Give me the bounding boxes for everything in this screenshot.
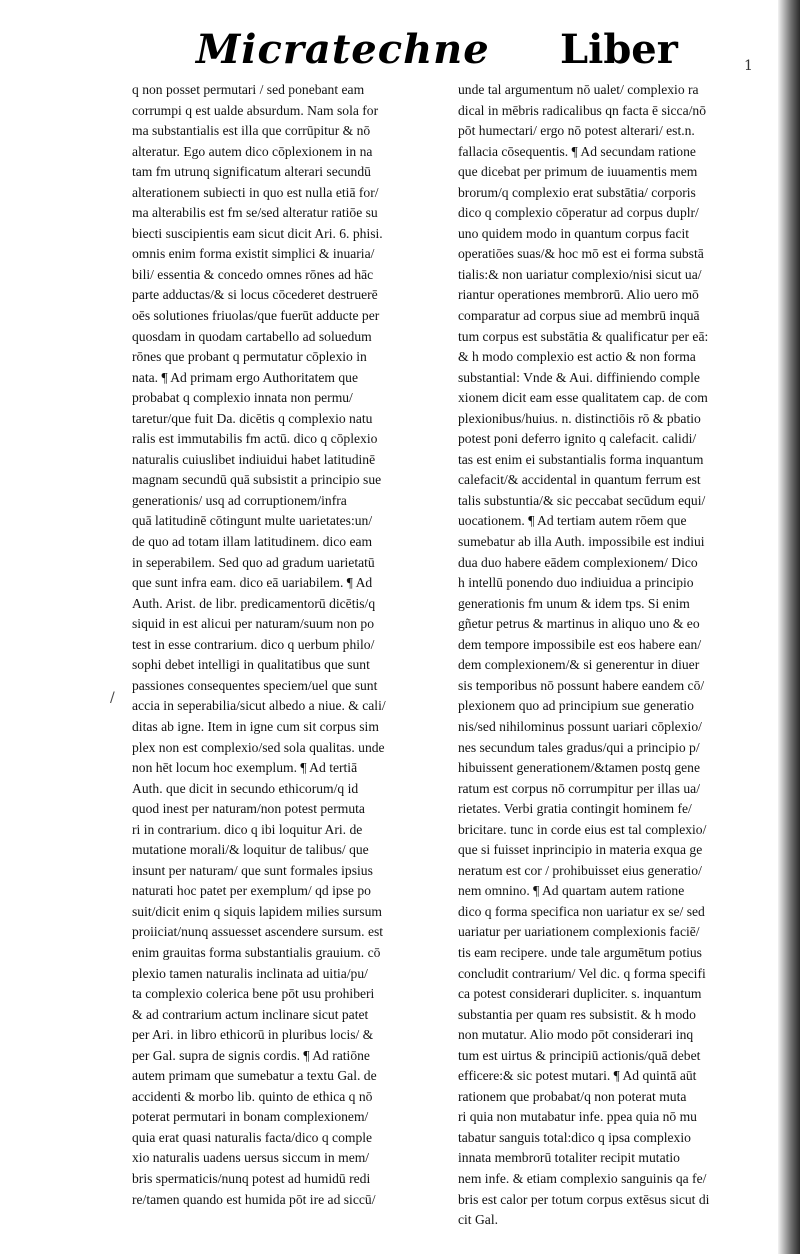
text-line: unde tal argumentum nō ualet/ complexio ra bbox=[458, 82, 699, 97]
text-line: concludit contrarium/ Vel dic. q forma specifi bbox=[458, 965, 706, 981]
text-line: quia erat quasi naturalis facta/dico q comple bbox=[132, 1129, 373, 1145]
text-line: plexionem quo ad principium sue generatio bbox=[458, 698, 694, 714]
text-line: nata. ¶ Ad primam ergo Authoritatem que bbox=[132, 369, 359, 385]
text-line: pōt humectari/ ergo nō potest alterari/ est.n. bbox=[458, 123, 695, 139]
text-line: ta complexio colerica bene pōt usu prohiberi bbox=[132, 986, 375, 1002]
text-line: rōnes que probant q permutatur cōplexio in bbox=[132, 349, 367, 365]
text-line: bricitare. tunc in corde eius est tal complexio/ bbox=[458, 821, 707, 837]
right-column bbox=[458, 80, 776, 1231]
text-line: siquid in est alicui per naturam/suum non po bbox=[132, 616, 375, 632]
page-gutter-shadow bbox=[778, 0, 800, 1254]
text-line: Auth. que dicit in secundo ethicorum/q id bbox=[132, 780, 359, 796]
text-line: naturati hoc patet per exemplum/ qd ipse po bbox=[132, 883, 371, 899]
text-line: non hēt locum hoc exemplum. ¶ Ad tertiā bbox=[132, 760, 358, 776]
text-line: que sunt infra eam. dico eā uariabilem. ¶ Ad bbox=[132, 575, 373, 591]
text-line: dem tempore impossibile est eos habere ean/ bbox=[458, 636, 702, 652]
text-line: per Gal. supra de signis cordis. ¶ Ad ratiōne bbox=[132, 1047, 370, 1063]
text-line: brorum/q complexio erat substātia/ corporis bbox=[458, 184, 696, 200]
text-line: de quo ad totam illam latitudinem. dico eam bbox=[132, 534, 373, 550]
text-line: non mutatur. Alio modo pōt considerari inq bbox=[458, 1027, 694, 1043]
margin-mark: / bbox=[110, 690, 115, 706]
running-title-right: Liber bbox=[560, 26, 678, 73]
text-line: re/tamen quando est humida pōt ire ad siccū/ bbox=[132, 1191, 376, 1207]
text-line: mutatione morali/& loquitur de talibus/ que bbox=[132, 842, 369, 858]
text-line: tialis:& non uariatur complexio/nisi sicut ua/ bbox=[458, 266, 702, 282]
page-mark: 1 bbox=[744, 58, 753, 74]
text-line: tas est enim ei substantialis forma inquantum bbox=[458, 451, 704, 467]
text-line: dico q complexio cōperatur ad corpus duplr/ bbox=[458, 205, 699, 221]
text-line: rationem que probabat/q non poterat muta bbox=[458, 1088, 687, 1104]
text-line: naturalis cuiuslibet indiuidui habet latitudinē bbox=[132, 451, 376, 467]
text-line: generationis fm unum & idem tps. Si enim bbox=[458, 595, 690, 611]
text-line: nis/sed nihilominus possunt uariari cōplexio/ bbox=[458, 718, 702, 734]
text-line: generationis/ usq ad corruptionem/infra bbox=[132, 492, 347, 508]
text-line: innata membrorū totaliter recipit mutatio bbox=[458, 1150, 680, 1166]
text-line: cit Gal. bbox=[458, 1212, 499, 1228]
text-line: ralis est immutabilis fm actū. dico q cōplexio bbox=[132, 431, 378, 447]
text-line: test in esse contrarium. dico q uerbum philo/ bbox=[132, 636, 375, 652]
text-line: suit/dicit enim q siquis lapidem milies sursum bbox=[132, 903, 382, 919]
text-line: ri quia non mutabatur infe. ppea quia nō mu bbox=[458, 1109, 697, 1125]
text-line: uno quidem modo in quantum corpus facit bbox=[458, 225, 690, 241]
text-line: quā latitudinē cōtingunt multe uarietates:un/ bbox=[132, 513, 373, 529]
text-line: parte adductas/& si locus cōcederet destruerē bbox=[132, 287, 378, 303]
running-title-left: Micratechne bbox=[196, 26, 490, 73]
text-line: alteratur. Ego autem dico cōplexionem in na bbox=[132, 143, 373, 159]
text-line: plexio tamen naturalis inclinata ad uitia/pu/ bbox=[132, 965, 368, 981]
page-header bbox=[0, 18, 800, 88]
text-line: dical in mēbris radicalibus qn facta ē sicca/nō bbox=[458, 102, 706, 118]
text-line: accidenti & morbo lib. quinto de ethica q nō bbox=[132, 1088, 373, 1104]
text-line: xionem dicit eam esse qualitatem cap. de com bbox=[458, 390, 708, 406]
text-line: comparatur ad corpus siue ad membrū inquā bbox=[458, 308, 700, 324]
text-line: sumebatur ab illa Auth. impossibile est indiui bbox=[458, 534, 705, 550]
text-line: dico q forma specifica non uariatur ex se/ sed bbox=[458, 903, 705, 919]
text-line: ma substantialis est illa que corrūpitur & nō bbox=[132, 123, 371, 139]
text-line: alterationem subiecti in quo est nulla etiā for/ bbox=[132, 184, 379, 200]
text-line: hibuissent generationem/&tamen postq gene bbox=[458, 760, 700, 776]
text-line: uariatur per uariationem complexionis faciē/ bbox=[458, 924, 700, 940]
text-line: sis temporibus nō possunt habere eandem cō/ bbox=[458, 677, 705, 693]
text-line: nem infe. & etiam complexio sanguinis qa fe/ bbox=[458, 1170, 707, 1186]
text-line: bris spermaticis/nunq potest ad humidū redi bbox=[132, 1170, 371, 1186]
text-line: & h modo complexio est actio & non forma bbox=[458, 349, 696, 365]
text-line: rietates. Verbi gratia contingit hominem fe/ bbox=[458, 801, 692, 817]
text-line: corrumpi q est ualde absurdum. Nam sola for bbox=[132, 102, 379, 118]
text-line: probabat q complexio innata non permu/ bbox=[132, 390, 353, 406]
text-line: substantia per quam res subsistit. & h modo bbox=[458, 1006, 696, 1022]
text-line: que dicebat per primum de iuuamentis mem bbox=[458, 164, 698, 180]
text-line: bris est calor per totum corpus extēsus sicut di bbox=[458, 1191, 710, 1207]
text-line: plex non est complexio/sed sola qualitas. unde bbox=[132, 739, 385, 755]
text-line: h intellū ponendo duo indiuidua a principio bbox=[458, 575, 694, 591]
text-line: uocationem. ¶ Ad tertiam autem rōem que bbox=[458, 513, 687, 529]
text-line: enim grauitas forma substantialis grauium. cō bbox=[132, 944, 381, 960]
text-line: sophi debet intelligi in qualitatibus que sunt bbox=[132, 657, 370, 673]
text-line: oēs solutiones friuolas/que fuerūt adducte per bbox=[132, 308, 380, 324]
text-line: q non posset permutari / sed ponebant eam bbox=[132, 82, 365, 97]
text-line: gñetur petrus & martinus in aliquo uno & eo bbox=[458, 616, 700, 632]
text-line: biecti suscipientis eam sicut dicit Ari. 6. phisi. bbox=[132, 225, 383, 241]
text-line: plexionibus/huius. n. distinctiōis rō & pbatio bbox=[458, 410, 701, 426]
text-line: per Ari. in libro ethicorū in pluribus locis/ & bbox=[132, 1027, 374, 1043]
text-line: nem omnino. ¶ Ad quartam autem ratione bbox=[458, 883, 685, 899]
text-line: passiones consequentes speciem/uel que sunt bbox=[132, 677, 378, 693]
text-line: tum corpus est substātia & qualificatur per eā: bbox=[458, 328, 709, 344]
text-line: fallacia cōsequentis. ¶ Ad secundam ratione bbox=[458, 143, 696, 159]
text-line: talis substuntia/& sic peccabat secūdum equi/ bbox=[458, 492, 706, 508]
text-line: tis eam recipere. unde tale argumētum potius bbox=[458, 944, 702, 960]
text-line: bili/ essentia & concedo omnes rōnes ad hāc bbox=[132, 266, 374, 282]
text-line: tabatur sanguis total:dico q ipsa complexio bbox=[458, 1129, 691, 1145]
text-line: que si fuisset inprincipio in materia exqua ge bbox=[458, 842, 703, 858]
left-column bbox=[132, 80, 442, 1210]
text-line: & ad contrarium actum inclinare sicut patet bbox=[132, 1006, 369, 1022]
text-line: tam fm utrunq significatum alterari secundū bbox=[132, 164, 371, 180]
text-line: substantial: Vnde & Aui. diffiniendo comple bbox=[458, 369, 700, 385]
text-line: poterat permutari in bonam complexionem/ bbox=[132, 1109, 369, 1125]
text-line: ditas ab igne. Item in igne cum sit corpus sim bbox=[132, 718, 379, 734]
text-line: riantur operationes membrorū. Alio uero mō bbox=[458, 287, 699, 303]
text-line: Auth. Arist. de libr. predicamentorū dicētis/q bbox=[132, 595, 376, 611]
text-line: quod inest per naturam/non potest permuta bbox=[132, 801, 365, 817]
text-line: xio naturalis uadens uersus siccum in mem/ bbox=[132, 1150, 370, 1166]
text-line: proiiciat/nunq assuesset ascendere sursum. est bbox=[132, 924, 384, 940]
text-line: efficere:& sic potest mutari. ¶ Ad quintā aūt bbox=[458, 1068, 697, 1084]
text-line: calefacit/& accidental in quantum ferrum est bbox=[458, 472, 701, 488]
text-line: ratum est corpus nō corrumpitur per illas ua/ bbox=[458, 780, 700, 796]
text-line: quosdam in quodam cartabello ad soluedum bbox=[132, 328, 372, 344]
text-line: in seperabilem. Sed quo ad gradum uarietatū bbox=[132, 554, 375, 570]
text-line: nes secundum tales gradus/qui a principio p/ bbox=[458, 739, 700, 755]
text-line: dua duo habere eādem complexionem/ Dico bbox=[458, 554, 698, 570]
text-line: dem complexionem/& si generentur in diuer bbox=[458, 657, 700, 673]
text-line: accia in seperabilia/sicut albedo a niue. & cali/ bbox=[132, 698, 386, 714]
text-line: neratum est cor / prohibuisset eius generatio/ bbox=[458, 862, 702, 878]
text-line: ma alterabilis est fm se/sed alteratur ratiōe su bbox=[132, 205, 378, 221]
text-line: ri in contrarium. dico q ibi loquitur Ari. de bbox=[132, 821, 363, 837]
text-line: omnis enim forma existit simplici & inuaria/ bbox=[132, 246, 375, 262]
text-line: autem primam que sumebatur a textu Gal. de bbox=[132, 1068, 377, 1084]
text-line: operatiōes suas/& hoc mō est ei forma substā bbox=[458, 246, 704, 262]
text-line: tum est uirtus & principiū actionis/quā debet bbox=[458, 1047, 701, 1063]
text-line: insunt per naturam/ que sunt formales ipsius bbox=[132, 862, 373, 878]
text-line: taretur/que fuit Da. dicētis q complexio natu bbox=[132, 410, 373, 426]
text-line: ca potest considerari dupliciter. s. inquantum bbox=[458, 986, 702, 1002]
text-line: potest poni deferro ignito q calefacit. calidi/ bbox=[458, 431, 697, 447]
text-line: magnam secundū quā subsistit a principio sue bbox=[132, 472, 382, 488]
